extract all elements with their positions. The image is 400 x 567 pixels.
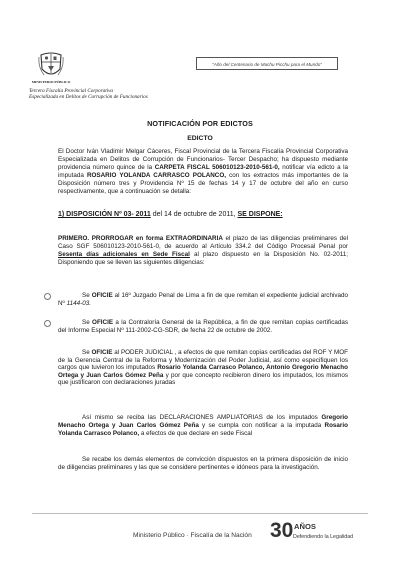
footer-institution: Ministerio Público · Fiscalía de la Nación: [133, 532, 252, 539]
oficie3-keyword: OFICIE: [91, 349, 113, 356]
intro-text-1: El Doctor Iván Vladimir Melgar Cáceres, Fiscal Provincial de la Tercera Fiscalía Provincial Corporativa Especializada en Delitos de Corrupción de Funcionarios- Tercer Despacho; ha dispuesto mediante providencia número quince de la: [58, 148, 348, 171]
oficie3-text-2: al PODER JUDICIAL , a efectos de que remitan copias certificadas del ROF Y MOF de la Gerencia Central de la Reforma y Modernización del Poder Judicial, así como especifiquen los cargos que tuvieron los imputados: [58, 349, 348, 372]
defendant-name: ROSARIO YOLANDA CARRASCO POLANCO,: [86, 171, 227, 179]
primero-text-2: al plazo dispuesto en la Disposición No. 02-2011; Disponiendo que se lleven las siguientes diligencias:: [58, 250, 348, 266]
crest-caption: MINISTERIO PÚBLICO: [31, 80, 71, 84]
anniversary-slogan: Defendiendo la Legalidad: [293, 534, 354, 540]
primero-heading: PRIMERO. PRORROGAR en forma EXTRAORDINARIA: [58, 235, 223, 242]
disposition-heading: [58, 211, 283, 218]
recabe-paragraph: [58, 456, 348, 472]
oficie1-text-1: Se: [82, 292, 92, 299]
oficie-poder-judicial-paragraph: [58, 349, 348, 387]
oficie3-text-3: y por que concepto recibieron dinero los imputados, los mismos que justificaron con declaraciones juradas: [58, 371, 348, 387]
bullet-mark: [44, 293, 51, 300]
year-banner: "Año del Centenario de Machu Picchu para el Mundo": [196, 57, 338, 70]
anniversary-number: 30: [270, 519, 294, 542]
footer-divider: [32, 513, 368, 514]
case-number: CARPETA FISCAL 506010123-2010-561-0,: [154, 163, 280, 171]
primero-text-1: el plazo de las diligencias preliminares del Caso SGF 506010123-2010-561-0, de acuerdo al Artículo 334.2 del Código Procesal Penal por: [58, 235, 348, 250]
oficie-contraloria-paragraph: [58, 319, 348, 335]
office-name-line2: Especializada en Delitos de Corrupción de Funcionarios: [29, 94, 148, 101]
oficie3-names: Rosario Yolanda Carrasco Polanco, Antonio Gregorio Menacho Ortega y Juan Carlos Gómez Peña: [58, 364, 348, 379]
bullet-mark: [44, 320, 51, 327]
oficie1-file-number: 1144-03.: [66, 299, 92, 307]
declaraciones-defendant: Rosario Yolanda Carrasco Polanco,: [58, 421, 348, 437]
declaraciones-paragraph: [58, 414, 348, 438]
oficie-juzgado-paragraph: [58, 292, 348, 308]
oficie2-text-1: Se: [82, 319, 93, 326]
anniversary-years-label: AÑOS: [294, 522, 316, 531]
disposition-action: SE DISPONE:: [237, 211, 283, 218]
primero-extension: Sesenta días adicionales en Sede Fiscal: [58, 250, 190, 258]
oficie1-text-2: al 16º Juzgado Penal de Lima a fin de que remitan el expediente judicial archivado Nº: [58, 292, 349, 307]
primero-paragraph: [58, 235, 348, 267]
disposition-date: del 14 de octubre de 2011,: [150, 211, 238, 218]
intro-text-3: con los extractos más importantes de la Disposición número tres y Providencia Nº 15 de fechas 14 y 17 de octubre del año en curso respectivamente, que a continuación se detalla:: [58, 171, 348, 195]
declaraciones-text-3: a efectos de que declare en sede Fiscal: [139, 429, 253, 437]
disposition-label: 1) DISPOSICIÓN Nº 03- 2011: [58, 211, 151, 218]
oficie2-keyword: OFICIE: [92, 319, 114, 326]
declaraciones-names: Gregorio Menacho Ortega y Juan Carlos Gómez Peña: [58, 414, 348, 429]
intro-text-2: notificar vía edicto a la imputada: [58, 163, 349, 179]
edict-title: EDICTO: [187, 135, 213, 142]
recabe-text: Se recabe los demás elementos de convicción dispuestos en la primera disposición de inicio de diligencias preliminares y las que se considere pertinentes e idóneos para la investigación.: [58, 456, 348, 471]
office-name-line1: Tercera Fiscalía Provincial Corporativa: [29, 88, 114, 94]
oficie1-keyword: OFICIE: [91, 292, 113, 299]
oficie2-text-2: a la Contraloría General de la República, a fin de que remitan copias certificadas del Informe Especial Nº 111-2002-CG-SDR, de fecha 22 de octubre de 2002.: [58, 319, 348, 334]
oficie3-text-1: Se: [82, 349, 92, 356]
office-name: [29, 88, 148, 101]
declaraciones-text-1: Así mismo se reciba las DECLARACIONES AMPLIATORIAS de los imputados: [82, 414, 322, 421]
peru-coat-of-arms-icon: [38, 51, 64, 81]
intro-paragraph: [58, 148, 348, 195]
declaraciones-text-2: y se cumpla con notificar a la imputada: [198, 421, 325, 429]
notice-title: NOTIFICACIÓN POR EDICTOS: [147, 119, 253, 128]
